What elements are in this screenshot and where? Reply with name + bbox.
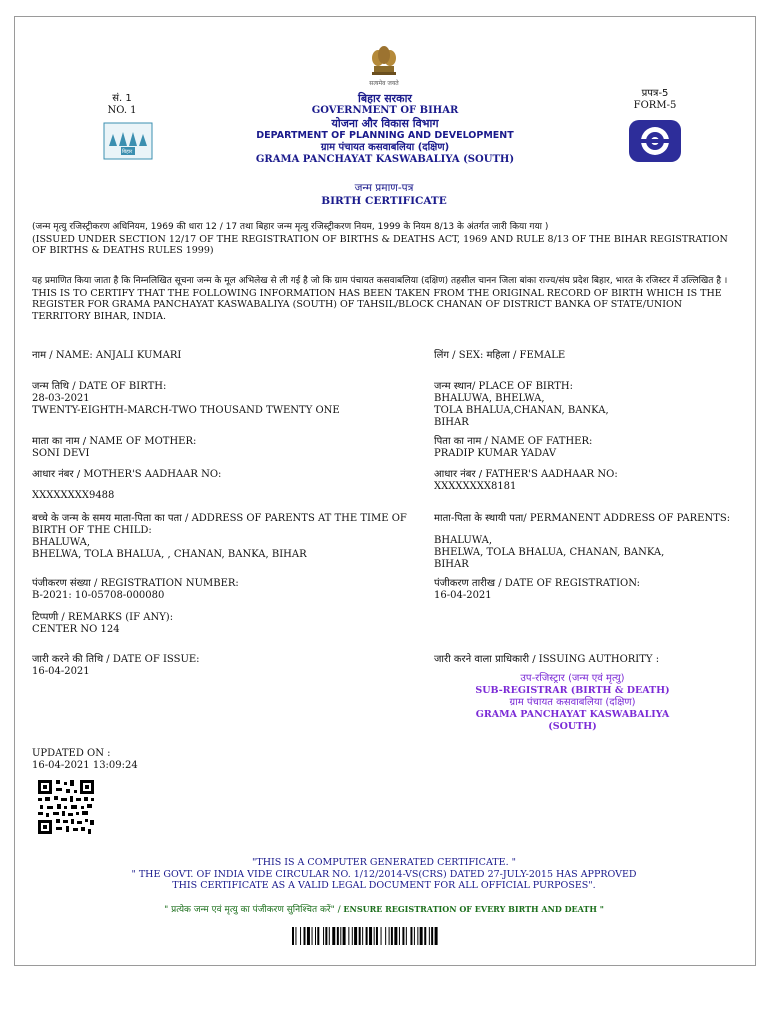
barcode-bar: [340, 927, 341, 945]
barcode: [292, 927, 476, 945]
barcode-bar: [352, 927, 353, 945]
barcode-bar: [381, 927, 382, 945]
field-registration-number: पंजीकरण संख्या / REGISTRATION NUMBER: B-2021: 10-05708-000080: [32, 578, 422, 602]
state-emblem: [364, 42, 404, 87]
barcode-bar: [424, 927, 426, 945]
address-at-birth: BHALUWA, BHELWA, TOLA BHALUA, , CHANAN, BANKA, BIHAR: [32, 537, 307, 560]
updated-on-label: UPDATED ON :: [32, 748, 111, 759]
slogan-english: ENSURE REGISTRATION OF EVERY BIRTH AND DEATH ": [340, 904, 604, 914]
field-remarks: टिप्पणी / REMARKS (IF ANY): CENTER NO 124: [32, 612, 422, 636]
govt-circular-note: " THE GOVT. OF INDIA VIDE CIRCULAR NO. 1/12/2014-VS(CRS) DATED 27-JULY-2015 HAS APPROVED THIS CERTIFICATE AS A VALID LEGAL DOCUMENT FOR ALL OFFICIAL PURPOSES".: [131, 868, 637, 891]
field-father-aadhaar: आधार नंबर / FATHER'S AADHAAR NO: XXXXXXXX8181: [434, 469, 734, 493]
issued-under-hindi: (जन्म मृत्यु रजिस्ट्रीकरण अधिनियम, 1969 की धारा 12 / 17 तथा बिहार जन्म मृत्यु रजिस्ट्रीकरण नियम, 1999 के नियम 8/13 के अंतर्गत जारी किया गया ): [32, 222, 549, 232]
barcode-bar: [329, 927, 330, 945]
govt-name-hindi: बिहार सरकार: [358, 92, 412, 105]
govt-name: GOVERNMENT OF BIHAR: [311, 105, 459, 116]
computer-generated-note: "THIS IS A COMPUTER GENERATED CERTIFICATE. ": [252, 857, 516, 868]
child-name: ANJALI KUMARI: [95, 350, 182, 361]
barcode-bar: [337, 927, 339, 945]
barcode-bar: [402, 927, 404, 945]
serial-no: NO. 1: [107, 105, 137, 116]
barcode-bar: [366, 927, 368, 945]
signature-title: SUB-REGISTRAR (BIRTH & DEATH): [475, 685, 670, 696]
title: BIRTH CERTIFICATE: [321, 195, 447, 207]
form-no-hindi: प्रपत्र-5: [641, 88, 669, 99]
field-issue-date: जारी करने की तिथि / DATE OF ISSUE: 16-04-2021: [32, 654, 422, 678]
issued-under: (ISSUED UNDER SECTION 12/17 OF THE REGISTRATION OF BIRTHS & DEATHS ACT, 1969 AND RULE 8/13 OF THE BIHAR REGISTRATION OF BIRTHS & DEATHS RULES 1999): [32, 233, 728, 256]
title-hindi: जन्म प्रमाण-पत्र: [354, 182, 414, 194]
barcode-bar: [332, 927, 335, 945]
department-hindi: योजना और विकास विभाग: [331, 117, 439, 130]
panchayat-name: GRAMA PANCHAYAT KASWABALIYA (SOUTH): [255, 154, 515, 165]
barcode-bar: [391, 927, 393, 945]
barcode-bar: [325, 927, 327, 945]
updated-on-value: 16-04-2021 13:09:24: [32, 760, 138, 771]
barcode-bar: [307, 927, 310, 945]
barcode-icon: [292, 927, 476, 945]
barcode-bar: [348, 927, 349, 945]
panchayat-hindi: ग्राम पंचायत कसवाबलिया (दक्षिण): [320, 142, 450, 153]
barcode-bar: [399, 927, 400, 945]
field-name: नाम / NAME: ANJALI KUMARI: [32, 350, 182, 361]
registration-date: 16-04-2021: [434, 590, 492, 601]
father-aadhaar: XXXXXXXX8181: [434, 481, 517, 492]
mother-name: SONI DEVI: [32, 448, 90, 459]
barcode-bar: [354, 927, 357, 945]
crs-logo-icon: [628, 119, 682, 163]
signature-block: [450, 673, 695, 733]
barcode-bar: [359, 927, 361, 945]
bihar-logo: [103, 122, 153, 160]
sex-hindi: महिला: [486, 350, 510, 361]
barcode-bar: [417, 927, 418, 945]
field-mother: माता का नाम / NAME OF MOTHER: SONI DEVI: [32, 436, 422, 460]
barcode-bar: [435, 927, 438, 945]
barcode-bar: [315, 927, 316, 945]
barcode-bar: [362, 927, 363, 945]
field-address-birth: बच्चे के जन्म के समय माता-पिता का पता / ADDRESS OF PARENTS AT THE TIME OF BIRTH OF THE CHILD: BHALUWA, BHELWA, TOLA BHALUA, , CHANAN, BANKA, BIHAR: [32, 513, 417, 561]
barcode-bar: [300, 927, 301, 945]
remarks: CENTER NO 124: [32, 624, 120, 635]
barcode-bar: [317, 927, 319, 945]
barcode-bar: [312, 927, 313, 945]
crs-logo: [628, 119, 682, 163]
barcode-bar: [295, 927, 296, 945]
slogan: [100, 903, 668, 916]
barcode-bar: [406, 927, 407, 945]
ashoka-emblem-icon: [364, 42, 404, 76]
qr-code-icon: [36, 778, 96, 836]
signature-title-hindi: उप-रजिस्ट्रार (जन्म एवं मृत्यु): [520, 673, 625, 684]
barcode-bar: [420, 927, 423, 945]
barcode-bar: [410, 927, 412, 945]
field-dob: जन्म तिथि / DATE OF BIRTH: 28-03-2021 TWENTY-EIGHTH-MARCH-TWO THOUSAND TWENTY ONE: [32, 381, 422, 417]
barcode-bar: [414, 927, 415, 945]
form-no: FORM-5: [633, 100, 677, 111]
barcode-bar: [431, 927, 433, 945]
barcode-bar: [343, 927, 346, 945]
field-mother-aadhaar: आधार नंबर / MOTHER'S AADHAAR NO: XXXXXXXX9488: [32, 469, 422, 502]
father-name: PRADIP KUMAR YADAV: [434, 448, 557, 459]
barcode-bar: [376, 927, 378, 945]
permanent-address: BHALUWA, BHELWA, TOLA BHALUA, CHANAN, BANKA, BIHAR: [434, 535, 665, 570]
certify-text: THIS IS TO CERTIFY THAT THE FOLLOWING INFORMATION HAS BEEN TAKEN FROM THE ORIGINAL RECORD OF BIRTH WHICH IS THE REGISTER FOR GRAMA PANCHAYAT KASWABALIYA (SOUTH) OF TAHSIL/BLOCK CHANAN OF DISTRICT BANKA OF STATE/UNION TERRITORY BIHAR, INDIA.: [32, 287, 722, 322]
barcode-bar: [394, 927, 397, 945]
emblem-motto: सत्यमेव जयते: [369, 80, 399, 87]
field-registration-date: पंजीकरण तारीख / DATE OF REGISTRATION: 16-04-2021: [434, 578, 734, 602]
field-sex: लिंग / SEX: महिला / FEMALE: [434, 350, 566, 361]
signature-panchayat: GRAMA PANCHAYAT KASWABALIYA (SOUTH): [475, 709, 670, 732]
mother-aadhaar: XXXXXXXX9488: [32, 490, 115, 501]
updated-on: [32, 748, 232, 772]
barcode-bar: [304, 927, 306, 945]
certify-hindi: यह प्रमाणित किया जाता है कि निम्नलिखित सूचना जन्म के मूल अभिलेख से ली गई है जो कि ग्राम पंचायत कसवाबलिया (दक्षिण) तहसील चानन जिला बांका राज्य/संघ प्रदेश बिहार, भारत के रजिस्टर में उल्लिखित है ।: [32, 276, 728, 286]
date-of-birth: 28-03-2021 TWENTY-EIGHTH-MARCH-TWO THOUSAND TWENTY ONE: [32, 393, 340, 416]
sex-value: / FEMALE: [509, 350, 566, 361]
barcode-bar: [389, 927, 390, 945]
signature-panchayat-hindi: ग्राम पंचायत कसवाबलिया (दक्षिण): [509, 697, 636, 708]
barcode-bar: [385, 927, 386, 945]
department-name: DEPARTMENT OF PLANNING AND DEVELOPMENT: [256, 130, 514, 141]
registration-number: B-2021: 10-05708-000080: [32, 590, 165, 601]
slogan-hindi: " प्रत्येक जन्म एवं मृत्यु का पंजीकरण सुनिश्चित करें" /: [164, 905, 341, 915]
barcode-bar: [292, 927, 294, 945]
field-address-permanent: माता-पिता के स्थायी पता/ PERMANENT ADDRESS OF PARENTS: BHALUWA, BHELWA, TOLA BHALUA, CHANAN, BANKA, BIHAR: [434, 513, 740, 571]
field-father: पिता का नाम / NAME OF FATHER: PRADIP KUMAR YADAV: [434, 436, 734, 460]
field-issuing-authority: जारी करने वाला प्राधिकारी / ISSUING AUTHORITY :: [434, 654, 660, 665]
issue-date: 16-04-2021: [32, 666, 90, 677]
field-pob: जन्म स्थान/ PLACE OF BIRTH: BHALUWA, BHELWA, TOLA BHALUA,CHANAN, BANKA, BIHAR: [434, 381, 734, 429]
serial-no-hindi: सं. 1: [112, 93, 132, 104]
barcode-bar: [369, 927, 372, 945]
qr-code: [36, 778, 96, 836]
place-of-birth: BHALUWA, BHELWA, TOLA BHALUA,CHANAN, BANKA, BIHAR: [434, 393, 609, 428]
barcode-bar: [374, 927, 375, 945]
barcode-bar: [429, 927, 430, 945]
barcode-bar: [323, 927, 324, 945]
bihar-logo-text: बिहार: [122, 149, 133, 155]
